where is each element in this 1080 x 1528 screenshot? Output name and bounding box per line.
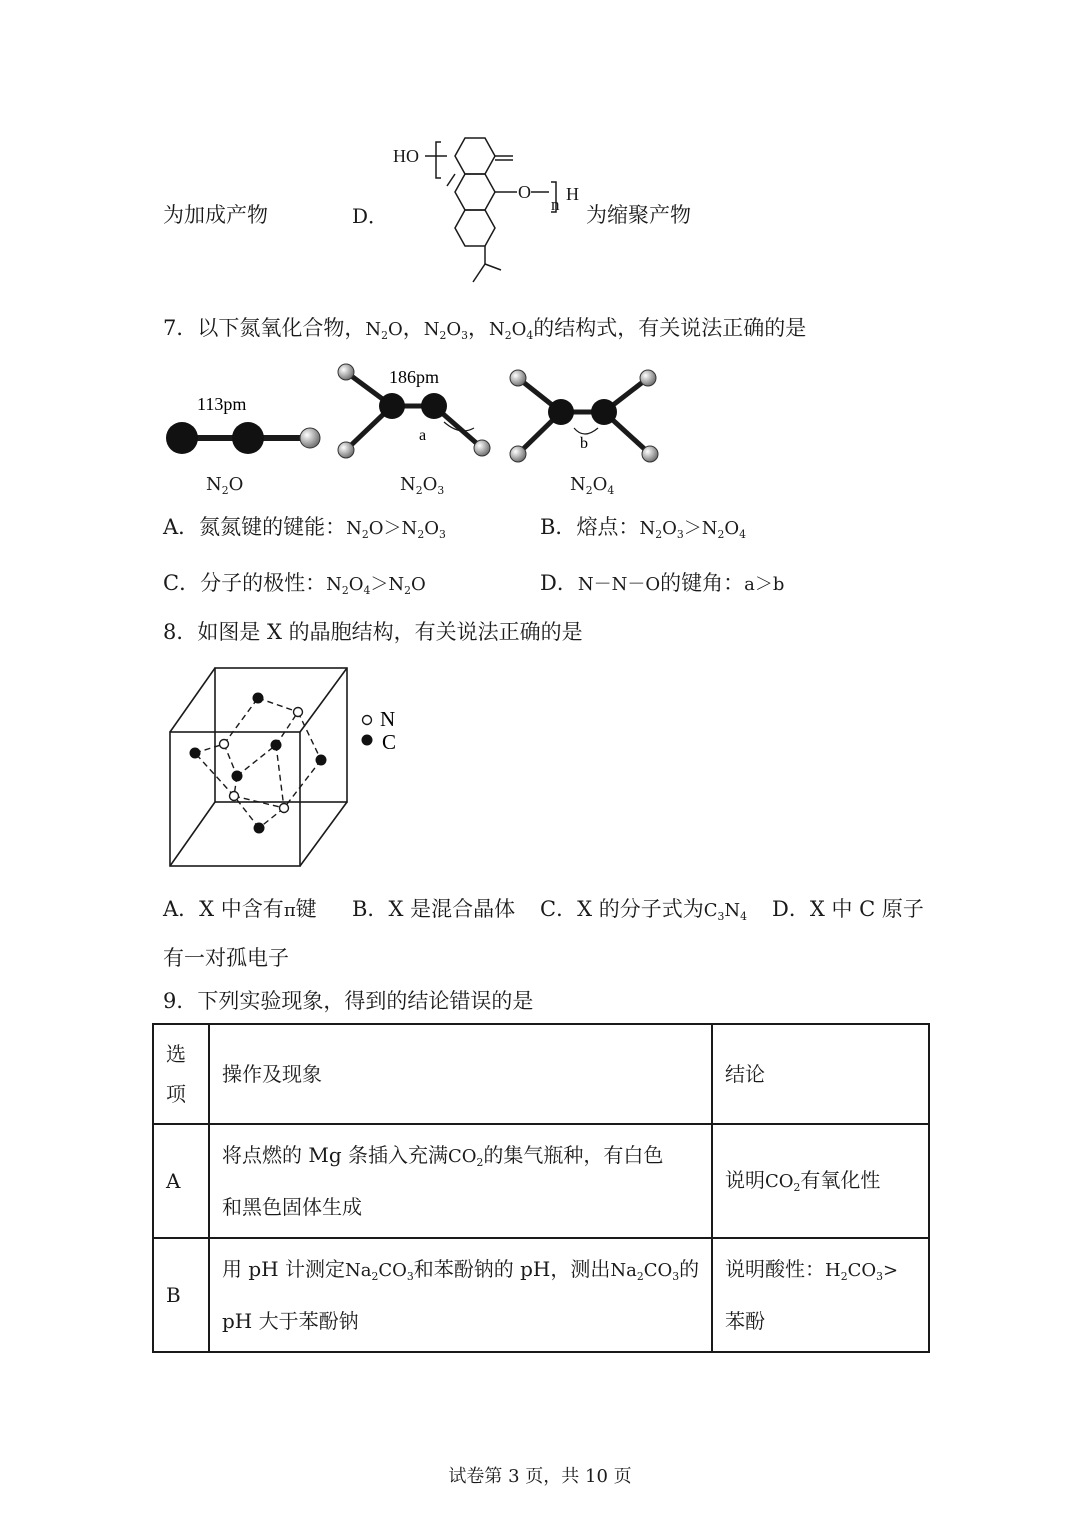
q9-table [152, 1023, 930, 1353]
row-a-label-text: A [166, 1169, 181, 1193]
row-b-concl-line2: 苯酚 [725, 1309, 765, 1333]
row-b-concl-line1 [725, 1244, 916, 1296]
row-b-op-formula2: $Na_2CO_3$ [610, 1260, 680, 1283]
table-header-row [153, 1024, 929, 1124]
row-a-concl-formula: $CO_2$ [765, 1171, 801, 1194]
legend-c-label: C [382, 730, 397, 754]
n2o4-caption: $N_2O_4$ [570, 474, 615, 497]
n2o-molecule [166, 422, 320, 454]
carbon-atoms [190, 693, 327, 834]
row-a-op-line1-a: 将点燃的 Mg 条插入充满 [222, 1143, 448, 1167]
n2o-caption: $N_2O$ [206, 474, 244, 497]
table-row [153, 1238, 929, 1352]
q7-option-b-expr: $N_2O_3>N_2O_4$ [639, 518, 746, 541]
q7-option-b-text: 熔点： [576, 515, 640, 539]
q7-option-d-expr2: a＞b [744, 574, 785, 595]
row-b-concl-formula: $H_2CO_3>$ [825, 1260, 899, 1283]
row-a-concl-b: 有氧化性 [800, 1168, 881, 1192]
q8-option-a-pi: π [283, 900, 296, 921]
row-b-label [153, 1238, 209, 1352]
row-a-op-line1 [222, 1130, 699, 1182]
header-option-line2: 项 [166, 1082, 186, 1106]
q8-option-c [540, 897, 747, 923]
q9-stem [163, 991, 533, 1012]
q6-label-ho: HO [393, 146, 419, 166]
q6-option-d-letter: D． [352, 204, 389, 228]
row-a-op-line2: 和黑色固体生成 [222, 1195, 362, 1219]
q8-option-c-letter: C． [540, 897, 578, 921]
q7-formula-n2o3: $N_2O_3$ [423, 319, 469, 342]
q9-number: 9． [163, 989, 198, 1013]
q8-option-a-letter: A． [163, 897, 200, 921]
angle-a-label: a [419, 427, 427, 444]
row-b-op-line1-c: 的 [679, 1257, 700, 1281]
q6-label-h: H [566, 184, 579, 204]
q8-option-b [352, 899, 515, 920]
row-a-concl-a: 说明 [725, 1168, 765, 1192]
q7-option-d-expr1: N－N－O [577, 574, 661, 595]
q8-option-d-letter: D． [772, 897, 810, 921]
q7-option-a-letter: A． [163, 515, 200, 539]
row-b-label-text: B [166, 1283, 181, 1307]
q7-option-d-letter: D． [540, 571, 578, 595]
q6-option-c-tail: 为加成产物 [163, 203, 268, 227]
row-b-op-line1-b: 和苯酚钠的 pH，测出 [413, 1257, 611, 1281]
q8-option-a [163, 899, 317, 920]
legend-n-label: N [380, 707, 396, 731]
row-b-op-line2: pH 大于苯酚钠 [222, 1309, 359, 1333]
q8-option-b-text: X 是混合晶体 [388, 897, 516, 921]
q7-stem: 7．以下氮氧化合物，$N_2O$，$N_2O_3$，$N_2O_4$的结构式，有关说法正确的是 [163, 316, 807, 342]
q7-option-b-letter: B． [540, 515, 577, 539]
q7-option-d-text: 的键角： [660, 571, 745, 595]
legend-n-marker [363, 716, 372, 725]
q8-option-c-text: X 的分子式为 [577, 897, 704, 921]
row-b-operation [209, 1238, 712, 1352]
q7-option-c-text: 分子的极性： [200, 571, 327, 595]
row-a-label [153, 1124, 209, 1238]
row-b-concl-line1-a: 说明酸性： [725, 1257, 825, 1281]
table-row [153, 1124, 929, 1238]
q6-label-n: n [551, 195, 560, 214]
q7-formula-n2o4: $N_2O_4$ [489, 319, 534, 342]
q6-option-d-tail: 为缩聚产物 [586, 203, 691, 227]
header-conclusion [712, 1024, 929, 1124]
q8-option-c-formula: $C_3N_4$ [703, 900, 747, 923]
q9-stem-text: 下列实验现象，得到的结论错误的是 [197, 989, 534, 1013]
row-b-op-formula1: $Na_2CO_3$ [344, 1260, 414, 1283]
q8-stem [163, 622, 583, 643]
q7-option-a-text: 氮氮键的键能： [199, 515, 347, 539]
header-conclusion-text: 结论 [725, 1062, 765, 1086]
q8-number: 8． [163, 620, 198, 644]
q6-polymer-structure [385, 130, 595, 300]
q7-option-c-letter: C． [163, 571, 201, 595]
q8-option-d [772, 899, 924, 920]
q7-number: 7． [163, 316, 198, 340]
row-a-concl-line [725, 1155, 916, 1207]
q8-option-b-letter: B． [352, 897, 389, 921]
q8-option-d-continued: 有一对孤电子 [163, 946, 289, 970]
row-a-op-formula: $CO_2$ [448, 1146, 484, 1169]
q8-crystal-cell [160, 660, 420, 875]
row-a-operation [209, 1124, 712, 1238]
q6-label-o: O [518, 182, 531, 202]
q7-option-d [540, 573, 784, 594]
q8-stem-text: 如图是 X 的晶胞结构，有关说法正确的是 [197, 620, 583, 644]
row-a-conclusion [712, 1124, 929, 1238]
q8-option-a-text: X 中含有 [199, 897, 284, 921]
header-option-line1: 选 [166, 1042, 186, 1066]
q7-option-a [163, 515, 446, 541]
legend-c-marker [362, 735, 373, 746]
q8-option-d-text: X 中 C 原子 [809, 897, 924, 921]
header-operation [209, 1024, 712, 1124]
n2o3-bond-length: 186pm [389, 367, 440, 387]
page-footer: 试卷第 3 页，共 10 页 [448, 1466, 632, 1487]
q7-option-a-expr: $N_2O>N_2O_3$ [346, 518, 446, 541]
q7-option-c-expr: $N_2O_4>N_2O$ [326, 574, 426, 597]
row-b-conclusion [712, 1238, 929, 1352]
q7-stem-b: 的结构式，有关说法正确的是 [533, 316, 807, 340]
q7-formula-n2o: $N_2O$ [365, 319, 403, 342]
header-option [153, 1024, 209, 1124]
row-b-op-line1-a: 用 pH 计测定 [222, 1257, 345, 1281]
n2o3-caption: $N_2O_3$ [400, 474, 445, 497]
q8-option-a-tail: 键 [295, 897, 317, 921]
n2o-bond-length: 113pm [197, 394, 247, 414]
q7-option-c [163, 571, 426, 597]
header-operation-text: 操作及现象 [222, 1062, 322, 1086]
angle-b-label: b [580, 435, 588, 452]
q7-stem-a: 以下氮氧化合物， [197, 316, 366, 340]
row-a-op-line1-b: 的集气瓶种，有白色 [483, 1143, 664, 1167]
q7-option-b [540, 515, 746, 541]
row-b-op-line1 [222, 1244, 699, 1296]
